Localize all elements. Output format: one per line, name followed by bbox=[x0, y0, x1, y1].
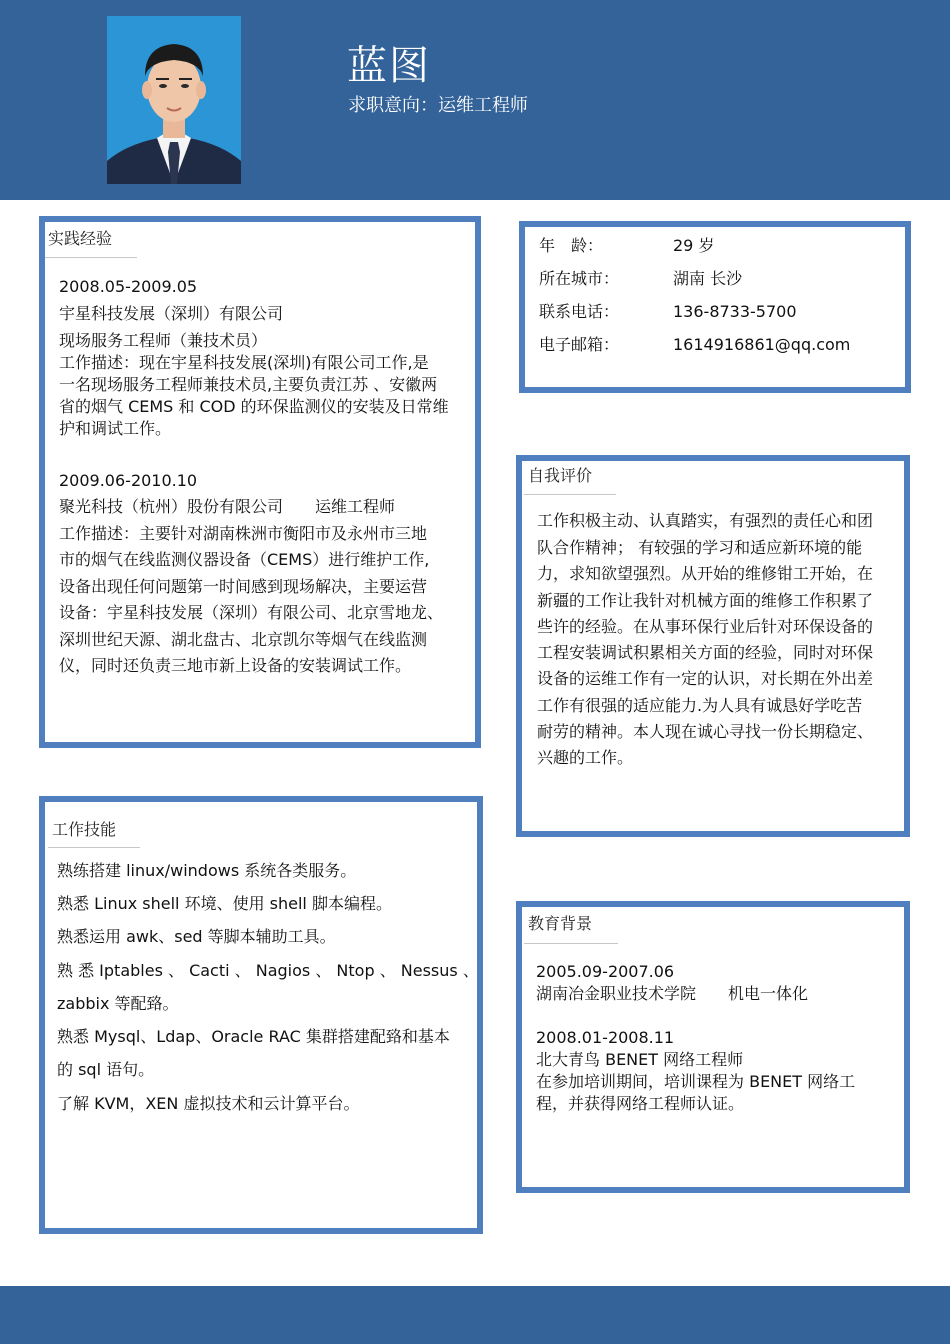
self-evaluation-line: 设备的运维工作有一定的认识，对长期在外出差 bbox=[537, 669, 874, 688]
practice-entry2-desc-line: 设备出现任何问题第一时间感到现场解决，主要运营 bbox=[59, 577, 428, 596]
practice-entry1-desc-line: 一名现场服务工程师兼技术员,主要负责江苏 、安徽两 bbox=[59, 375, 438, 394]
job-intention: 求职意向：运维工程师 bbox=[348, 95, 528, 116]
work-skills-title: 工作技能 bbox=[52, 820, 117, 839]
skill-line: 的 sql 语句。 bbox=[57, 1060, 155, 1079]
education-title: 教育背景 bbox=[528, 914, 593, 933]
self-evaluation-title-rule bbox=[524, 494, 616, 495]
education-entry2-desc-line: 在参加培训期间，培训课程为 BENET 网络工 bbox=[536, 1072, 856, 1091]
practice-entry2-company-role: 聚光科技（杭州）股份有限公司 运维工程师 bbox=[59, 497, 396, 516]
skill-line: 熟 悉 Iptables 、 Cacti 、 Nagios 、 Ntop 、 Nessus 、 bbox=[57, 961, 479, 980]
email-value: 1614916861@qq.com bbox=[673, 335, 851, 354]
education-entry1-period: 2005.09-2007.06 bbox=[536, 962, 675, 981]
candidate-name: 蓝图 bbox=[347, 43, 431, 89]
practice-entry1-role: 现场服务工程师（兼技术员） bbox=[59, 331, 268, 350]
practice-entry2-desc-line: 工作描述：主要针对湖南株洲市衡阳市及永州市三地 bbox=[59, 524, 428, 543]
self-evaluation-line: 新疆的工作让我针对机械方面的维修工作积累了 bbox=[537, 591, 874, 610]
portrait-image bbox=[107, 16, 241, 184]
age-value: 29 岁 bbox=[673, 236, 715, 255]
self-evaluation-line: 兴趣的工作。 bbox=[537, 748, 634, 767]
phone-value: 136-8733-5700 bbox=[673, 302, 797, 321]
practice-entry2-desc-line: 设备：宇星科技发展（深圳）有限公司、北京雪地龙、 bbox=[59, 603, 444, 622]
skill-line: 熟悉 Mysql、Ldap、Oracle RAC 集群搭建配臵和基本 bbox=[57, 1027, 450, 1046]
skill-line: 熟练搭建 linux/windows 系统各类服务。 bbox=[57, 861, 357, 880]
self-evaluation-title: 自我评价 bbox=[528, 466, 593, 485]
practice-entry1-period: 2008.05-2009.05 bbox=[59, 277, 198, 296]
practice-entry2-desc-line: 深圳世纪天源、湖北盘古、北京凯尔等烟气在线监测 bbox=[59, 630, 428, 649]
education-entry2-period: 2008.01-2008.11 bbox=[536, 1028, 675, 1047]
skill-line: zabbix 等配臵。 bbox=[57, 994, 179, 1013]
self-evaluation-line: 工程安装调试积累相关方面的经验，同时对环保 bbox=[537, 643, 874, 662]
practice-entry2-desc-line: 仪，同时还负责三地市新上设备的安装调试工作。 bbox=[59, 656, 412, 675]
city-label: 所在城市： bbox=[539, 269, 620, 288]
city-value: 湖南 长沙 bbox=[673, 269, 743, 288]
footer-banner bbox=[0, 1286, 950, 1344]
self-evaluation-line: 些许的经验。在从事环保行业后针对环保设备的 bbox=[537, 617, 874, 636]
education-entry1-school: 湖南冶金职业技术学院 机电一体化 bbox=[536, 984, 809, 1003]
work-skills-title-rule bbox=[48, 847, 140, 848]
practice-entry2-period: 2009.06-2010.10 bbox=[59, 471, 198, 490]
self-evaluation-line: 工作有很强的适应能力.为人具有诚恳好学吃苦 bbox=[537, 696, 863, 715]
skill-line: 熟悉 Linux shell 环境、使用 shell 脚本编程。 bbox=[57, 894, 392, 913]
self-evaluation-line: 工作积极主动、认真踏实，有强烈的责任心和团 bbox=[537, 511, 874, 530]
education-entry2-school: 北大青鸟 BENET 网络工程师 bbox=[536, 1050, 744, 1069]
phone-label: 联系电话： bbox=[539, 302, 620, 321]
practice-title-rule bbox=[45, 257, 137, 258]
self-evaluation-line: 耐劳的精神。本人现在诚心寻找一份长期稳定、 bbox=[537, 722, 874, 741]
skill-line: 熟悉运用 awk、sed 等脚本辅助工具。 bbox=[57, 927, 336, 946]
practice-entry2-desc-line: 市的烟气在线监测仪器设备（CEMS）进行维护工作, bbox=[59, 550, 430, 569]
practice-experience-title: 实践经验 bbox=[48, 229, 113, 248]
skill-line: 了解 KVM，XEN 虚拟技术和云计算平台。 bbox=[57, 1094, 360, 1113]
profile-photo bbox=[107, 16, 241, 184]
practice-entry1-desc-line: 省的烟气 CEMS 和 COD 的环保监测仪的安装及日常维 bbox=[59, 397, 449, 416]
self-evaluation-line: 力，求知欲望强烈。从开始的维修钳工开始，在 bbox=[537, 564, 874, 583]
education-entry2-desc-line: 程，并获得网络工程师认证。 bbox=[536, 1094, 745, 1113]
practice-entry1-desc-line: 护和调试工作。 bbox=[59, 419, 172, 438]
email-label: 电子邮箱： bbox=[539, 335, 620, 354]
practice-entry1-desc-line: 工作描述：现在宇星科技发展(深圳)有限公司工作,是 bbox=[59, 353, 429, 372]
age-label: 年 龄： bbox=[539, 236, 604, 255]
education-title-rule bbox=[524, 943, 618, 944]
self-evaluation-line: 队合作精神； 有较强的学习和适应新环境的能 bbox=[537, 538, 863, 557]
practice-entry1-company: 宇星科技发展（深圳）有限公司 bbox=[59, 304, 284, 323]
